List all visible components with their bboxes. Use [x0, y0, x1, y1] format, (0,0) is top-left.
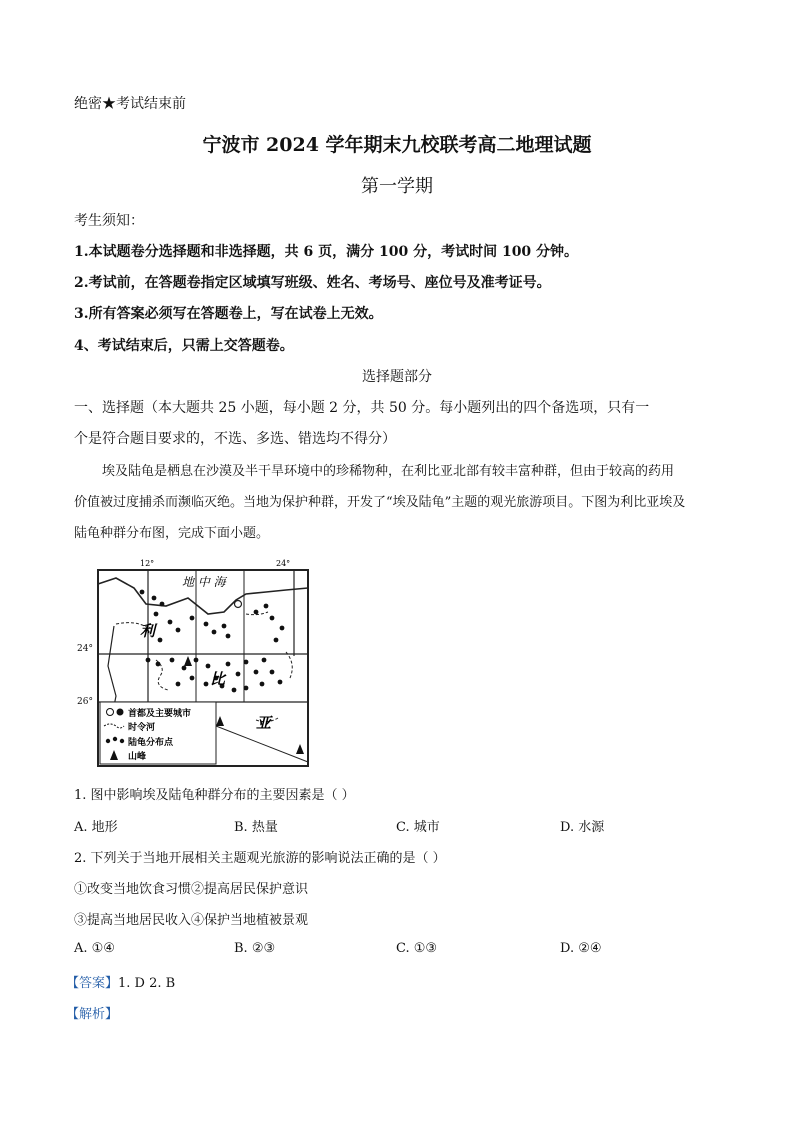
answer-row: [66, 972, 175, 991]
section-instruction: 个是符合题目要求的，不选、多选、错选均不得分）: [74, 431, 396, 447]
answer-text: 1. D 2. B: [118, 976, 176, 991]
passage-line: 陆龟种群分布图，完成下面小题。: [74, 526, 270, 541]
legend-label: 时令河: [128, 723, 156, 733]
notice-heading: 考生须知：: [74, 213, 144, 229]
question-statement: ①改变当地饮食习惯②提高居民保护意识: [74, 882, 309, 897]
question-option: D. 水源: [560, 820, 605, 835]
legend-label: 首都及主要城市: [128, 709, 192, 719]
question-option: A. 地形: [74, 820, 118, 835]
question-statement: ③提高当地居民收入④保护当地植被景观: [74, 913, 309, 928]
legend-label: 山峰: [128, 752, 147, 762]
question-option: B. ②③: [234, 941, 276, 956]
libya-tortoise-map: [96, 556, 312, 770]
section-title: 选择题部分: [362, 369, 432, 385]
notice-item: 2.考试前，在答题卷指定区域填写班级、姓名、考场号、座位号及准考证号。: [74, 275, 551, 291]
country-label: 亚: [256, 714, 272, 732]
exam-subtitle: 第一学期: [361, 176, 433, 197]
question-option: C. ①③: [396, 941, 438, 956]
latitude-label: 26°: [77, 697, 93, 707]
latitude-label: 24°: [77, 644, 93, 654]
passage-line: 价值被过度捕杀而濒临灭绝。当地为保护种群，开发了“埃及陆龟”主题的观光旅游项目。下图为利比亚埃及: [74, 495, 686, 510]
passage-line: 埃及陆龟是栖息在沙漠及半干旱环境中的珍稀物种，在利比亚北部有较丰富种群，但由于较高的药用: [102, 464, 675, 479]
country-label: 比: [210, 670, 226, 688]
notice-item: 3.所有答案必须写在答题卷上，写在试卷上无效。: [74, 306, 383, 322]
exam-title: 宁波市 2024 学年期末九校联考高二地理试题: [202, 134, 592, 156]
answer-label: 【答案】: [66, 976, 119, 991]
longitude-label: 12°: [140, 559, 155, 568]
question-option: C. 城市: [396, 820, 440, 835]
question-stem: 1. 图中影响埃及陆龟种群分布的主要因素是（ ）: [74, 788, 355, 803]
longitude-label: 24°: [276, 559, 291, 568]
legend-label: 陆龟分布点: [128, 738, 174, 748]
analysis-label: 【解析】: [66, 1007, 119, 1022]
section-instruction: 一、选择题（本大题共 25 小题，每小题 2 分，共 50 分。每小题列出的四个备选项，只有一: [74, 400, 650, 416]
question-option: B. 热量: [234, 820, 278, 835]
question-option: A. ①④: [74, 941, 115, 956]
question-stem: 2. 下列关于当地开展相关主题观光旅游的影响说法正确的是（ ）: [74, 851, 446, 866]
question-option: D. ②④: [560, 941, 602, 956]
secret-label: 绝密★考试结束前: [74, 96, 186, 112]
notice-item: 1.本试题卷分选择题和非选择题，共 6 页，满分 100 分，考试时间 100 分钟。: [74, 244, 579, 260]
notice-item: 4、考试结束后，只需上交答题卷。: [74, 338, 294, 354]
sea-label: 地 中 海: [182, 575, 226, 589]
country-label: 利: [140, 622, 156, 640]
